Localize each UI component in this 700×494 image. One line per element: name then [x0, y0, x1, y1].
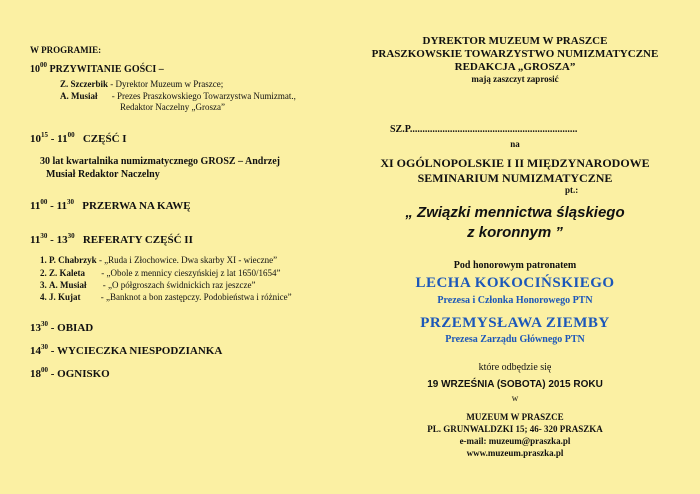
patron-2-name: PRZEMYSŁAWA ZIEMBY — [420, 315, 610, 331]
when-intro: które odbędzie się — [478, 362, 552, 373]
host-museum: DYREKTOR MUZEUM W PRASZCE — [422, 35, 608, 47]
papers-heading: $11^{30} - 13^{30}$ REFERATY CZĘŚĆ II — [30, 232, 193, 246]
event-line-2: SEMINARIUM NUMIZMATYCZNE — [417, 171, 613, 185]
part1-heading: $10^{15} - 11^{00}$ CZĘŚĆ I — [30, 131, 127, 145]
event-line-1: XI OGÓLNOPOLSKIE I II MIĘDZYNARODOWE — [380, 156, 650, 170]
welcome-person-2-role2: Redaktor Naczelny „Grosza” — [120, 102, 225, 112]
patronage-label: Pod honorowym patronatem — [453, 260, 577, 271]
topic-line-1: „ Związki mennictwa śląskiego — [405, 204, 625, 221]
host-society: PRASZKOWSKIE TOWARZYSTWO NUMIZMATYCZNE — [371, 48, 659, 60]
venue: MUZEUM W PRASZCE — [466, 412, 564, 422]
pt-label: pt.: — [565, 185, 579, 195]
event-date: 19 WRZEŚNIA (SOBOTA) 2015 ROKU — [427, 379, 603, 390]
w-text: w — [511, 393, 519, 403]
welcome-person-2: A. Musiał - Prezes Praszkowskiego Towarzystwa Numizmat., — [60, 91, 296, 101]
address: PL. GRUNWALDZKI 15; 46- 320 PRASZKA — [427, 424, 603, 434]
invite-line: mają zaszczyt zaprosić — [471, 74, 559, 84]
email[interactable]: e-mail: muzeum@praszka.pl — [459, 436, 571, 446]
trip: $14^{30}$ - WYCIECZKA NIESPODZIANKA — [30, 343, 223, 357]
patron-2-role: Prezesa Zarządu Głównego PTN — [445, 334, 585, 345]
welcome-person-1: Z. Szczerbik - Dyrektor Muzeum w Praszce; — [60, 79, 224, 89]
part1-line-2: Musiał Redaktor Naczelny — [46, 169, 160, 180]
host-editorial: REDAKCJA „GROSZA” — [454, 61, 576, 73]
part1-line-1: 30 lat kwartalnika numizmatycznego GROSZ – Andrzej — [40, 156, 280, 167]
lunch: $13^{30}$ - OBIAD — [30, 320, 94, 334]
paper-item-3: 3. A. Musiał - „O półgroszach świdnickich raz jeszcze” — [40, 280, 256, 290]
na-text: na — [510, 139, 520, 149]
patron-1-role: Prezesa i Członka Honorowego PTN — [437, 295, 593, 306]
welcome-heading: $10^{00}$ PRZYWITANIE GOŚCI – — [30, 61, 164, 75]
paper-item-4: 4. J. Kujat - „Banknot a bon zastępczy. Podobieństwa i różnice” — [40, 292, 292, 302]
patron-1-name: LECHA KOKOCIŃSKIEGO — [415, 275, 615, 291]
bonfire: $18^{00}$ - OGNISKO — [30, 366, 110, 380]
coffee-break: $11^{00} - 11^{30}$ PRZERWA NA KAWĘ — [30, 198, 191, 212]
paper-item-2: 2. Z. Kaleta - „Obole z mennicy cieszyńskiej z lat 1650/1654” — [40, 268, 281, 278]
recipient-line: SZ.P................................................................... — [390, 124, 578, 135]
topic-line-2: z koronnym ” — [467, 224, 563, 241]
paper-item-1: 1. P. Chabrzyk - „Ruda i Złochowice. Dwa skarby XI - wieczne” — [40, 255, 278, 265]
program-header: W PROGRAMIE: — [30, 45, 102, 55]
website[interactable]: www.muzeum.praszka.pl — [466, 448, 564, 458]
